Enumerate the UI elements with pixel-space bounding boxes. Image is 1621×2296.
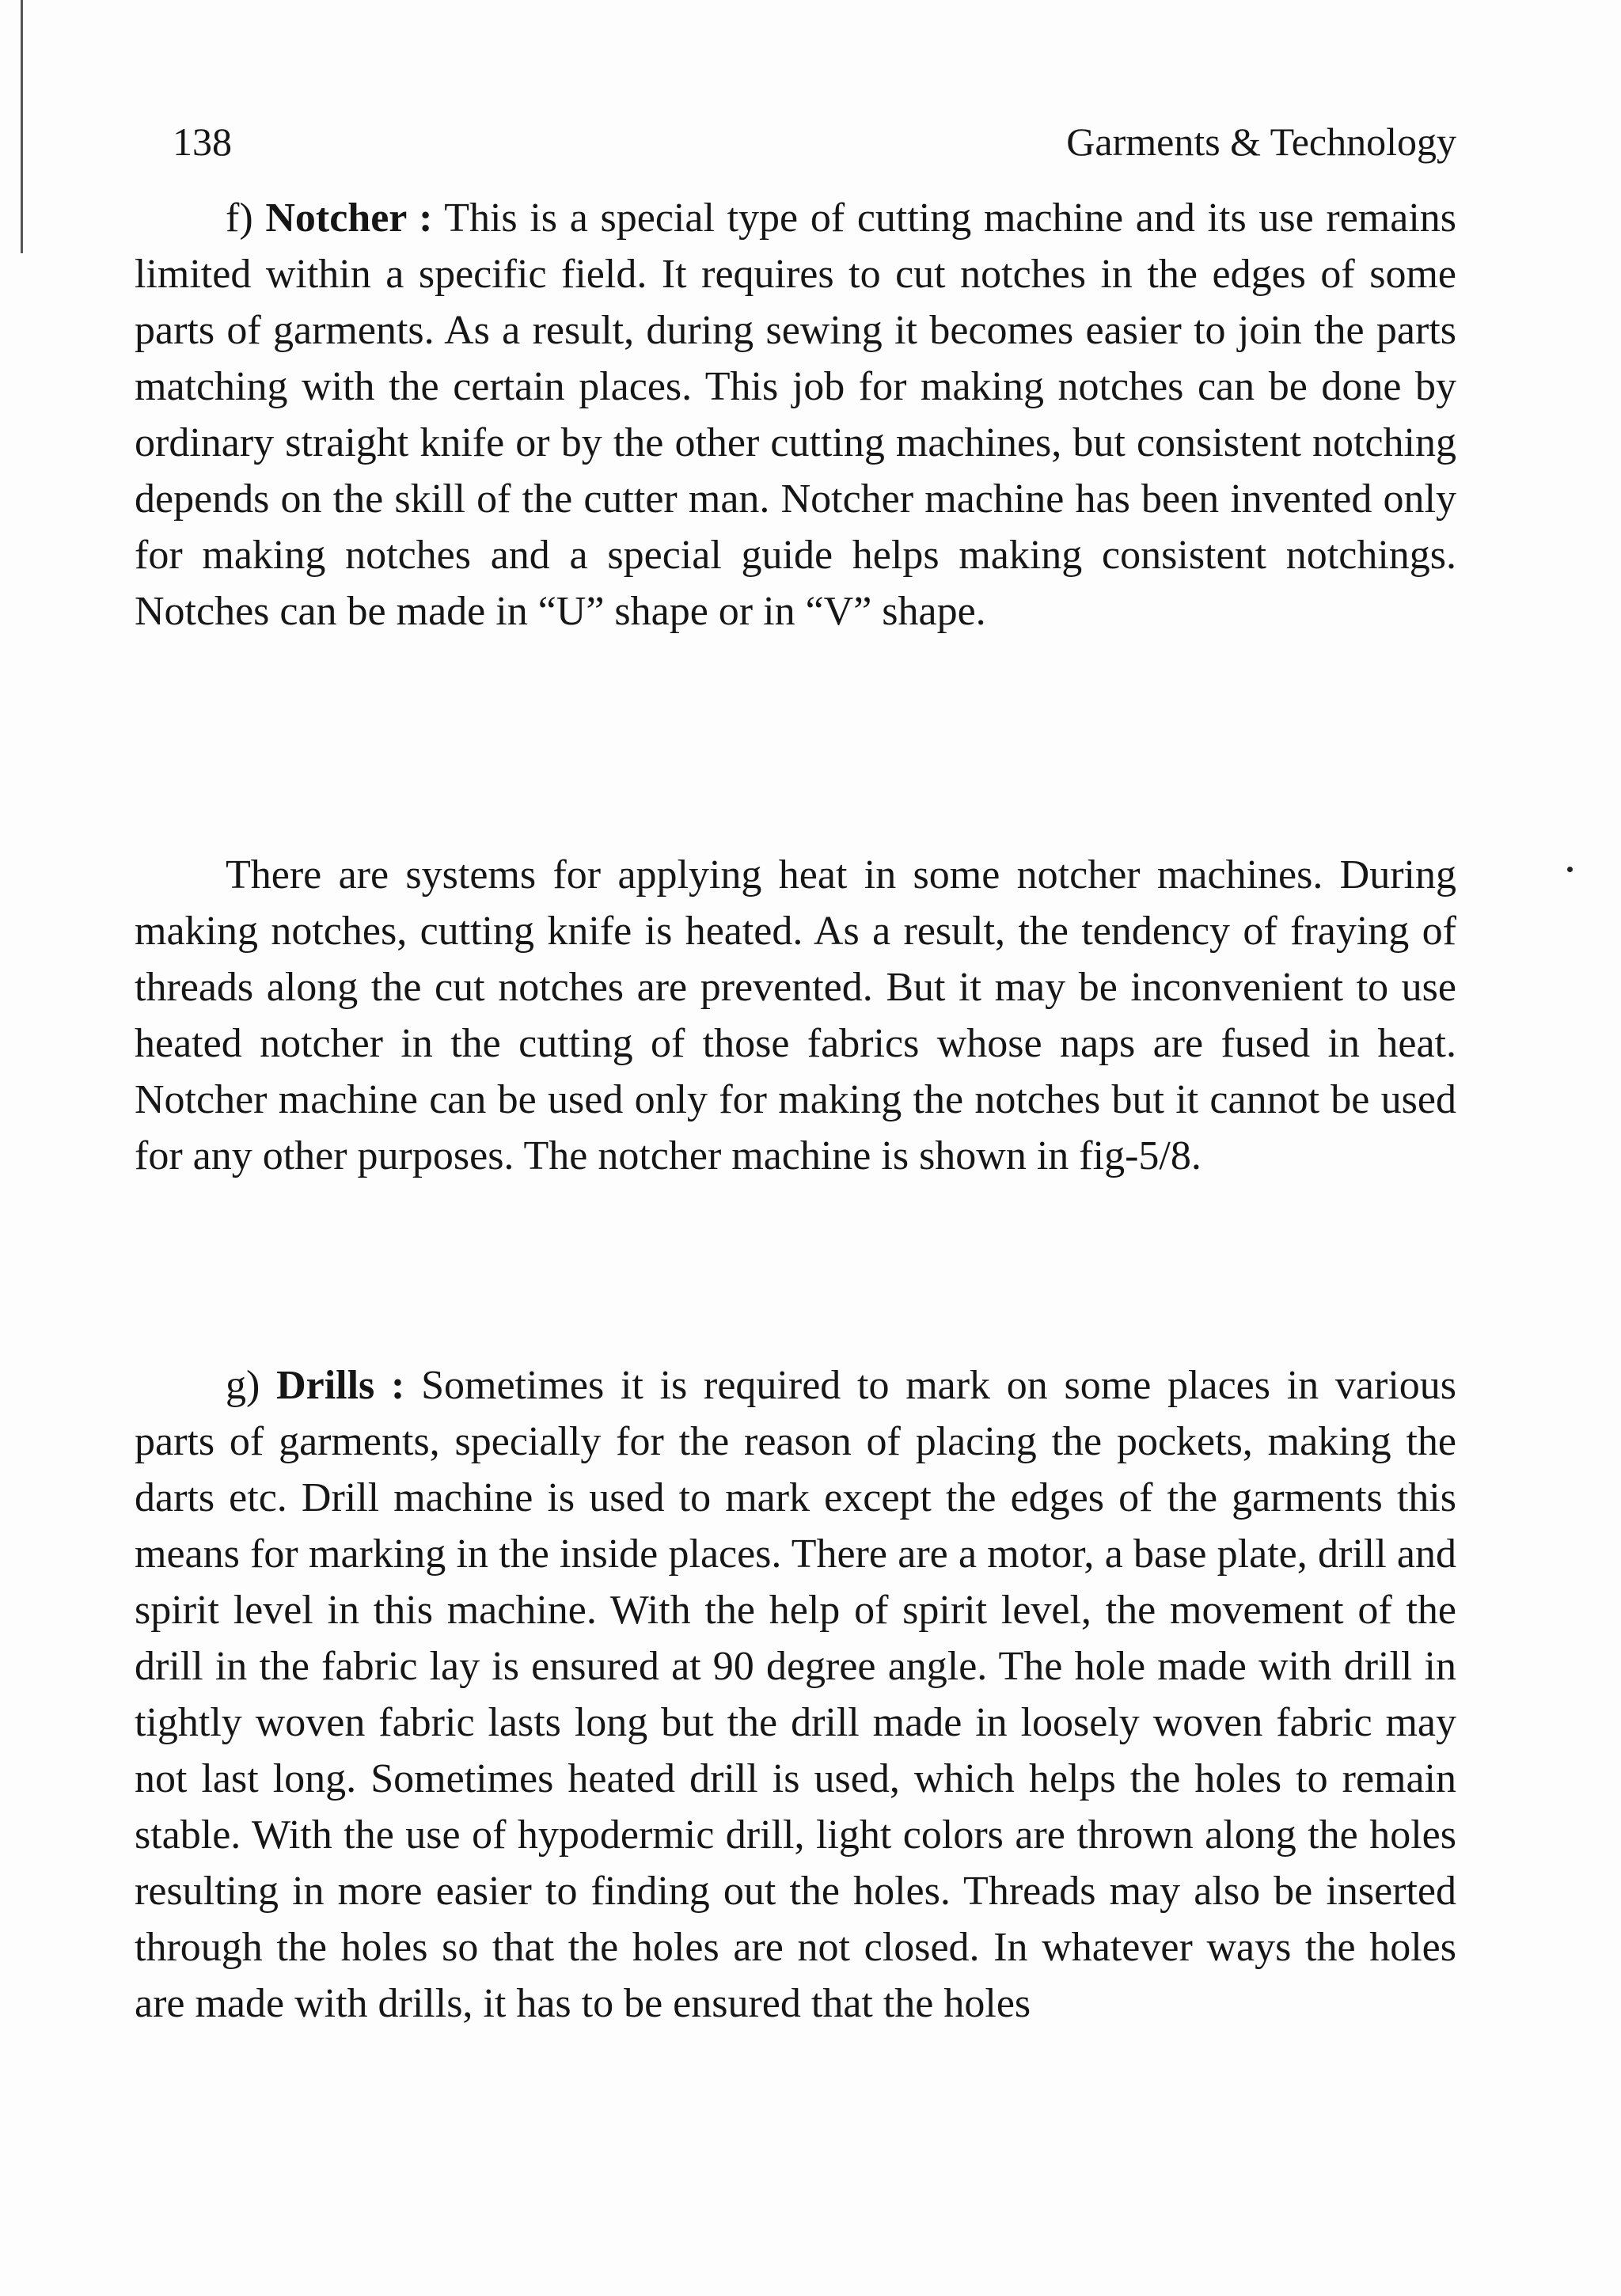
running-title: Garments & Technology	[1066, 120, 1456, 164]
paragraph-drills	[135, 1357, 1456, 2032]
section-label-f: f)	[226, 195, 253, 241]
heat-systems-body-text: There are systems for applying heat in some notcher machines. During making notches, cutting knife is heated. As a result, the tendency of fraying of threads along the cut notches are prevented. But it may be inconvenient to use heated notcher in the cutting of those fabrics whose naps are fused in heat. Notcher machine can be used only for making the notches but it cannot be used for any other purposes. The notcher machine is shown in fig-5/8.	[135, 852, 1456, 1178]
drills-body-text: Sometimes it is required to mark on some places in various parts of garments, specially for the reason of placing the pockets, making the darts etc. Drill machine is used to mark except the edges of the garments this means for marking in the inside places. There are a motor, a base plate, drill and spirit level in this machine. With the help of spirit level, the movement of the drill in the fabric lay is ensured at 90 degree angle. The hole made with drill in tightly woven fabric lasts long but the drill made in loosely woven fabric may not last long. Sometimes heated drill is used, which helps the holes to remain stable. With the use of hypodermic drill, light colors are thrown along the holes resulting in more easier to finding out the holes. Threads may also be inserted through the holes so that the holes are not closed. In whatever ways the holes are made with drills, it has to be ensured that the holes	[135, 1363, 1457, 2026]
section-heading-notcher: Notcher :	[265, 195, 433, 241]
page-number: 138	[173, 120, 232, 164]
paragraph-heat-systems	[135, 847, 1456, 1184]
section-heading-drills: Drills :	[276, 1363, 405, 1408]
section-label-g: g)	[226, 1363, 260, 1408]
paragraph-notcher	[135, 190, 1456, 639]
scan-edge-line	[21, 0, 23, 253]
stray-mark	[1567, 867, 1573, 872]
notcher-body-text: This is a special type of cutting machine and its use remains limited within a specific field. It requires to cut notches in the edges of some parts of garments. As a result, during sewing it becomes easier to join the parts matching with the certain places. This job for making notches can be done by ordinary straight knife or by the other cutting machines, but consistent notching depends on the skill of the cutter man. Notcher machine has been invented only for making notches and a special guide helps making consistent notchings. Notches can be made in “U” shape or in “V” shape.	[135, 195, 1457, 634]
page-header	[173, 119, 1456, 174]
